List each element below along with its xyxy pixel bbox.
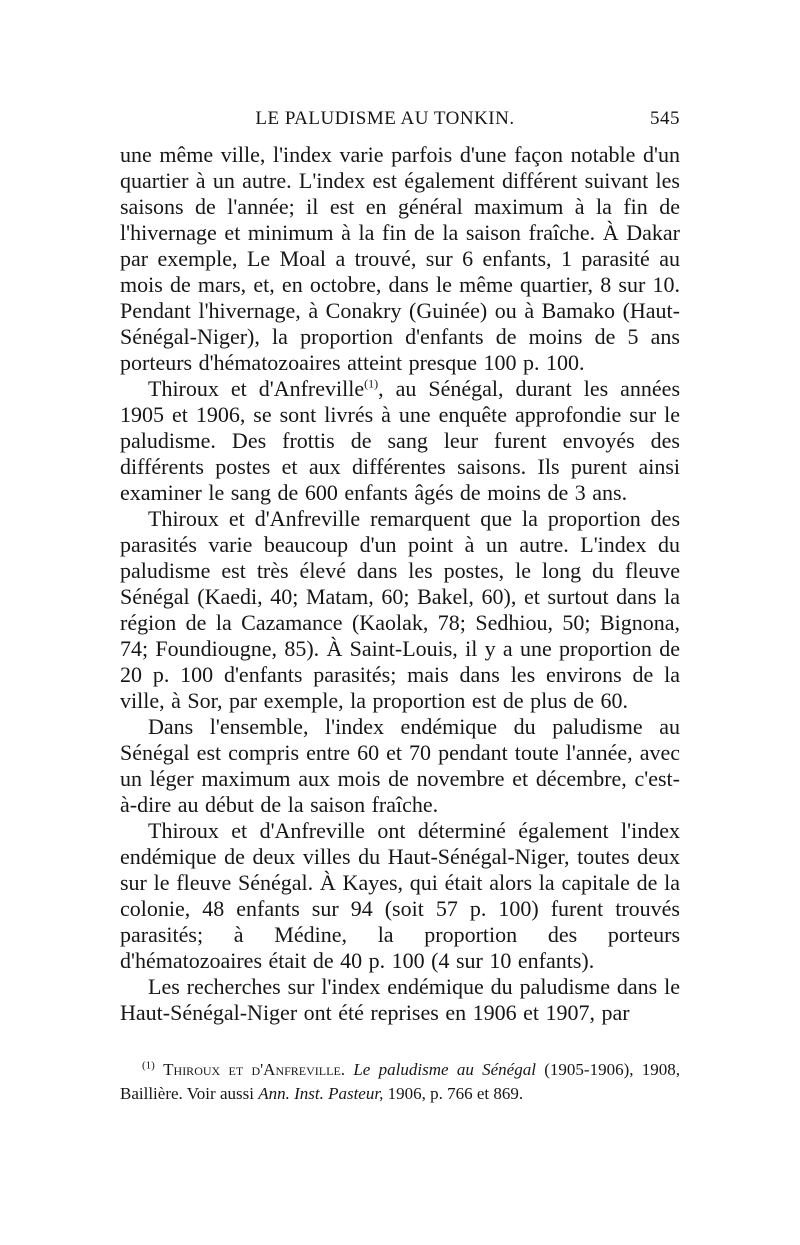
footnote-mark: (1) [142, 1059, 155, 1072]
paragraph-3: Thiroux et d'Anfreville remarquent que la proportion des parasités varie beaucoup d'un point à un autre. L'index du paludisme est très élevé dans les postes, le long du fleuve Sénégal (Kaedi, 40; Matam, 60; Bakel, 60), et surtout dans la région de la Cazamance (Kaolak, 78; Sedhiou, 50; Bignona, 74; Foundiougne, 85). À Saint-Louis, il y a une proportion de 20 p. 100 d'enfants parasités; mais dans les environs de la ville, à Sor, par exemple, la proportion est de plus de 60. [120, 506, 680, 713]
page-header [120, 108, 680, 142]
footnote-authors: Thiroux et d'Anfreville. [163, 1060, 346, 1079]
page-number: 545 [650, 108, 680, 129]
paragraph-2-start: Thiroux et d'Anfreville [148, 376, 365, 401]
paragraph-4: Dans l'ensemble, l'index endémique du paludisme au Sénégal est compris entre 60 et 70 pendant toute l'année, avec un léger maximum aux mois de novembre et décembre, c'est-à-dire au début de la saison fraîche. [120, 714, 680, 817]
footnote-middle: (1905-1906), 1908, Baillière. Voir aussi [120, 1060, 681, 1103]
page [120, 108, 680, 1106]
footnote-reference[interactable]: (1) [364, 376, 379, 391]
footnote-end: 1906, p. 766 et 869. [387, 1084, 524, 1103]
paragraph-1: une même ville, l'index varie parfois d'une façon notable d'un quartier à un autre. L'index est également différent suivant les saisons de l'année; il est en général maximum à la fin de l'hivernage et minimum à la fin de la saison fraîche. À Dakar par exemple, Le Moal a trouvé, sur 6 enfants, 1 parasité au mois de mars, et, en octobre, dans le même quartier, 8 sur 10. Pendant l'hivernage, à Conakry (Guinée) ou à Bamako (Haut-Sénégal-Niger), la proportion d'enfants de moins de 5 ans porteurs d'hématozoaires atteint presque 100 p. 100. [120, 142, 680, 375]
footnote-journal: Ann. Inst. Pasteur, [258, 1084, 384, 1103]
running-title: LE PALUDISME AU TONKIN. [255, 108, 515, 129]
paragraph-2-rest: , au Sénégal, durant les années 1905 et 1906, se sont livrés à une enquête approfondie sur le paludisme. Des frottis de sang leur furent envoyés des différents postes et aux différentes saisons. Ils purent ainsi examiner le sang de 600 enfants âgés de moins de 3 ans. [120, 376, 681, 505]
footnote [120, 1058, 680, 1106]
paragraph-5: Thiroux et d'Anfreville ont déterminé également l'index endémique de deux villes du Haut-Sénégal-Niger, toutes deux sur le fleuve Sénégal. À Kayes, qui était alors la capitale de la colonie, 48 enfants sur 94 (soit 57 p. 100) furent trouvés parasités; à Médine, la proportion des porteurs d'hématozoaires était de 40 p. 100 (4 sur 10 enfants). [120, 818, 680, 973]
body-text [120, 142, 680, 1026]
paragraph-6: Les recherches sur l'index endémique du paludisme dans le Haut-Sénégal-Niger ont été reprises en 1906 et 1907, par [120, 974, 680, 1025]
footnote-title: Le paludisme au Sénégal [353, 1060, 536, 1079]
paragraph-2 [120, 376, 680, 506]
